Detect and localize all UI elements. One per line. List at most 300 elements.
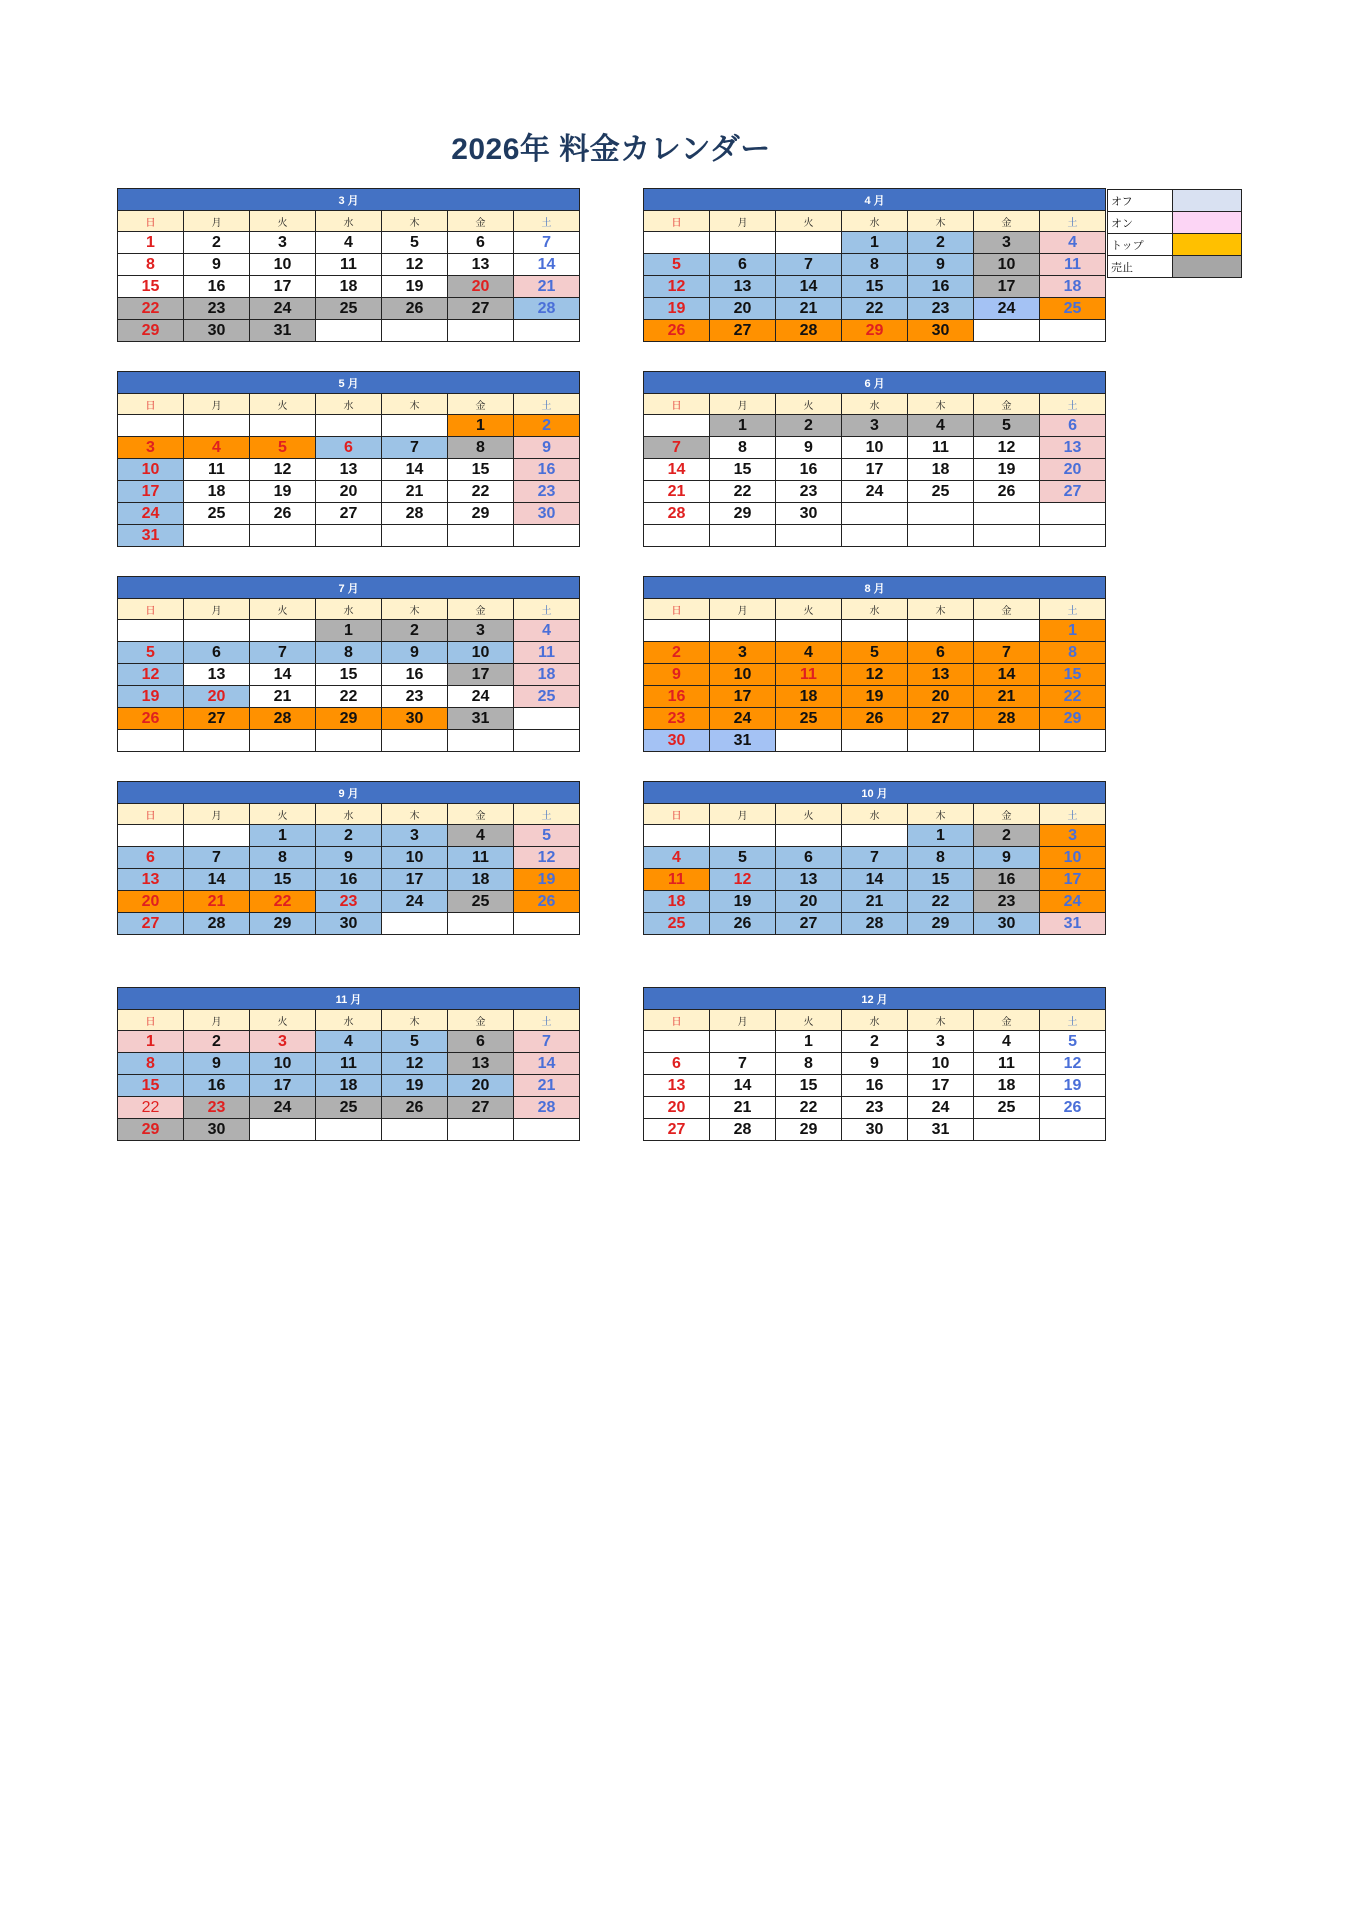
- day-cell[interactable]: 16: [382, 664, 448, 686]
- day-cell[interactable]: 16: [908, 276, 974, 298]
- day-cell[interactable]: 3: [448, 620, 514, 642]
- day-cell[interactable]: 4: [316, 1031, 382, 1053]
- day-cell[interactable]: 20: [776, 891, 842, 913]
- day-cell[interactable]: 3: [250, 1031, 316, 1053]
- day-cell[interactable]: 31: [250, 320, 316, 342]
- day-cell[interactable]: 9: [184, 1053, 250, 1075]
- day-cell[interactable]: 12: [974, 437, 1040, 459]
- day-cell[interactable]: 2: [316, 825, 382, 847]
- day-cell[interactable]: 27: [776, 913, 842, 935]
- day-cell[interactable]: 27: [184, 708, 250, 730]
- day-cell[interactable]: 24: [382, 891, 448, 913]
- day-cell[interactable]: 4: [908, 415, 974, 437]
- day-cell[interactable]: 12: [842, 664, 908, 686]
- day-cell[interactable]: 18: [776, 686, 842, 708]
- day-cell[interactable]: 16: [514, 459, 580, 481]
- day-cell[interactable]: 15: [250, 869, 316, 891]
- day-cell[interactable]: 3: [1040, 825, 1106, 847]
- day-cell[interactable]: 1: [118, 1031, 184, 1053]
- day-cell[interactable]: 13: [644, 1075, 710, 1097]
- day-cell[interactable]: 15: [710, 459, 776, 481]
- day-cell[interactable]: 2: [842, 1031, 908, 1053]
- day-cell[interactable]: 11: [908, 437, 974, 459]
- day-cell[interactable]: 15: [908, 869, 974, 891]
- day-cell[interactable]: 9: [974, 847, 1040, 869]
- day-cell[interactable]: 25: [1040, 298, 1106, 320]
- day-cell[interactable]: 12: [1040, 1053, 1106, 1075]
- day-cell[interactable]: 16: [974, 869, 1040, 891]
- day-cell[interactable]: 26: [974, 481, 1040, 503]
- day-cell[interactable]: 23: [316, 891, 382, 913]
- day-cell[interactable]: 26: [118, 708, 184, 730]
- day-cell[interactable]: 10: [1040, 847, 1106, 869]
- day-cell[interactable]: 20: [184, 686, 250, 708]
- day-cell[interactable]: 11: [514, 642, 580, 664]
- day-cell[interactable]: 21: [776, 298, 842, 320]
- day-cell[interactable]: 30: [184, 1119, 250, 1141]
- day-cell[interactable]: 1: [1040, 620, 1106, 642]
- day-cell[interactable]: 28: [514, 1097, 580, 1119]
- day-cell[interactable]: 30: [974, 913, 1040, 935]
- day-cell[interactable]: 22: [710, 481, 776, 503]
- day-cell[interactable]: 3: [974, 232, 1040, 254]
- day-cell[interactable]: 23: [184, 298, 250, 320]
- day-cell[interactable]: 5: [710, 847, 776, 869]
- day-cell[interactable]: 18: [184, 481, 250, 503]
- day-cell[interactable]: 10: [250, 1053, 316, 1075]
- day-cell[interactable]: 25: [316, 1097, 382, 1119]
- day-cell[interactable]: 27: [710, 320, 776, 342]
- day-cell[interactable]: 1: [710, 415, 776, 437]
- day-cell[interactable]: 29: [448, 503, 514, 525]
- day-cell[interactable]: 24: [974, 298, 1040, 320]
- day-cell[interactable]: 30: [316, 913, 382, 935]
- day-cell[interactable]: 31: [118, 525, 184, 547]
- day-cell[interactable]: 9: [184, 254, 250, 276]
- day-cell[interactable]: 5: [842, 642, 908, 664]
- day-cell[interactable]: 4: [776, 642, 842, 664]
- day-cell[interactable]: 10: [710, 664, 776, 686]
- day-cell[interactable]: 8: [710, 437, 776, 459]
- day-cell[interactable]: 5: [118, 642, 184, 664]
- day-cell[interactable]: 28: [842, 913, 908, 935]
- day-cell[interactable]: 14: [974, 664, 1040, 686]
- day-cell[interactable]: 10: [842, 437, 908, 459]
- day-cell[interactable]: 11: [316, 1053, 382, 1075]
- day-cell[interactable]: 8: [250, 847, 316, 869]
- day-cell[interactable]: 11: [1040, 254, 1106, 276]
- day-cell[interactable]: 3: [382, 825, 448, 847]
- day-cell[interactable]: 19: [118, 686, 184, 708]
- day-cell[interactable]: 26: [514, 891, 580, 913]
- day-cell[interactable]: 13: [1040, 437, 1106, 459]
- day-cell[interactable]: 10: [382, 847, 448, 869]
- day-cell[interactable]: 5: [644, 254, 710, 276]
- day-cell[interactable]: 21: [842, 891, 908, 913]
- day-cell[interactable]: 22: [118, 298, 184, 320]
- day-cell[interactable]: 18: [316, 1075, 382, 1097]
- day-cell[interactable]: 12: [382, 254, 448, 276]
- day-cell[interactable]: 28: [974, 708, 1040, 730]
- day-cell[interactable]: 2: [644, 642, 710, 664]
- day-cell[interactable]: 19: [382, 1075, 448, 1097]
- day-cell[interactable]: 26: [1040, 1097, 1106, 1119]
- day-cell[interactable]: 27: [908, 708, 974, 730]
- day-cell[interactable]: 12: [710, 869, 776, 891]
- day-cell[interactable]: 23: [842, 1097, 908, 1119]
- day-cell[interactable]: 5: [250, 437, 316, 459]
- day-cell[interactable]: 7: [514, 232, 580, 254]
- day-cell[interactable]: 6: [118, 847, 184, 869]
- day-cell[interactable]: 17: [974, 276, 1040, 298]
- day-cell[interactable]: 19: [644, 298, 710, 320]
- day-cell[interactable]: 24: [448, 686, 514, 708]
- day-cell[interactable]: 20: [448, 1075, 514, 1097]
- day-cell[interactable]: 10: [118, 459, 184, 481]
- day-cell[interactable]: 8: [908, 847, 974, 869]
- day-cell[interactable]: 7: [184, 847, 250, 869]
- day-cell[interactable]: 2: [974, 825, 1040, 847]
- day-cell[interactable]: 21: [514, 1075, 580, 1097]
- day-cell[interactable]: 1: [118, 232, 184, 254]
- day-cell[interactable]: 15: [118, 1075, 184, 1097]
- day-cell[interactable]: 1: [316, 620, 382, 642]
- day-cell[interactable]: 2: [776, 415, 842, 437]
- day-cell[interactable]: 6: [644, 1053, 710, 1075]
- day-cell[interactable]: 7: [974, 642, 1040, 664]
- day-cell[interactable]: 6: [776, 847, 842, 869]
- day-cell[interactable]: 15: [316, 664, 382, 686]
- day-cell[interactable]: 16: [184, 276, 250, 298]
- day-cell[interactable]: 12: [382, 1053, 448, 1075]
- day-cell[interactable]: 21: [382, 481, 448, 503]
- day-cell[interactable]: 13: [316, 459, 382, 481]
- day-cell[interactable]: 17: [118, 481, 184, 503]
- day-cell[interactable]: 31: [710, 730, 776, 752]
- day-cell[interactable]: 20: [316, 481, 382, 503]
- day-cell[interactable]: 8: [448, 437, 514, 459]
- day-cell[interactable]: 24: [710, 708, 776, 730]
- day-cell[interactable]: 7: [514, 1031, 580, 1053]
- day-cell[interactable]: 14: [184, 869, 250, 891]
- day-cell[interactable]: 13: [184, 664, 250, 686]
- day-cell[interactable]: 7: [644, 437, 710, 459]
- day-cell[interactable]: 13: [448, 1053, 514, 1075]
- day-cell[interactable]: 26: [842, 708, 908, 730]
- day-cell[interactable]: 19: [710, 891, 776, 913]
- day-cell[interactable]: 5: [1040, 1031, 1106, 1053]
- day-cell[interactable]: 15: [776, 1075, 842, 1097]
- day-cell[interactable]: 18: [448, 869, 514, 891]
- day-cell[interactable]: 13: [776, 869, 842, 891]
- day-cell[interactable]: 11: [644, 869, 710, 891]
- day-cell[interactable]: 16: [776, 459, 842, 481]
- day-cell[interactable]: 25: [514, 686, 580, 708]
- day-cell[interactable]: 30: [908, 320, 974, 342]
- day-cell[interactable]: 28: [250, 708, 316, 730]
- day-cell[interactable]: 17: [250, 276, 316, 298]
- day-cell[interactable]: 26: [710, 913, 776, 935]
- day-cell[interactable]: 28: [776, 320, 842, 342]
- day-cell[interactable]: 8: [842, 254, 908, 276]
- day-cell[interactable]: 16: [184, 1075, 250, 1097]
- day-cell[interactable]: 26: [644, 320, 710, 342]
- day-cell[interactable]: 4: [644, 847, 710, 869]
- day-cell[interactable]: 4: [316, 232, 382, 254]
- day-cell[interactable]: 12: [250, 459, 316, 481]
- day-cell[interactable]: 15: [842, 276, 908, 298]
- day-cell[interactable]: 26: [382, 1097, 448, 1119]
- day-cell[interactable]: 4: [514, 620, 580, 642]
- day-cell[interactable]: 18: [974, 1075, 1040, 1097]
- day-cell[interactable]: 22: [1040, 686, 1106, 708]
- day-cell[interactable]: 2: [184, 232, 250, 254]
- day-cell[interactable]: 5: [514, 825, 580, 847]
- day-cell[interactable]: 1: [776, 1031, 842, 1053]
- day-cell[interactable]: 29: [710, 503, 776, 525]
- day-cell[interactable]: 10: [250, 254, 316, 276]
- day-cell[interactable]: 19: [250, 481, 316, 503]
- day-cell[interactable]: 23: [644, 708, 710, 730]
- day-cell[interactable]: 29: [118, 320, 184, 342]
- day-cell[interactable]: 9: [644, 664, 710, 686]
- day-cell[interactable]: 6: [448, 1031, 514, 1053]
- day-cell[interactable]: 14: [514, 1053, 580, 1075]
- day-cell[interactable]: 21: [184, 891, 250, 913]
- day-cell[interactable]: 21: [974, 686, 1040, 708]
- day-cell[interactable]: 9: [842, 1053, 908, 1075]
- day-cell[interactable]: 13: [908, 664, 974, 686]
- day-cell[interactable]: 3: [842, 415, 908, 437]
- day-cell[interactable]: 29: [908, 913, 974, 935]
- day-cell[interactable]: 9: [514, 437, 580, 459]
- day-cell[interactable]: 25: [776, 708, 842, 730]
- day-cell[interactable]: 20: [448, 276, 514, 298]
- day-cell[interactable]: 20: [908, 686, 974, 708]
- day-cell[interactable]: 25: [184, 503, 250, 525]
- day-cell[interactable]: 15: [448, 459, 514, 481]
- day-cell[interactable]: 26: [250, 503, 316, 525]
- day-cell[interactable]: 18: [514, 664, 580, 686]
- day-cell[interactable]: 10: [974, 254, 1040, 276]
- day-cell[interactable]: 28: [514, 298, 580, 320]
- day-cell[interactable]: 6: [1040, 415, 1106, 437]
- day-cell[interactable]: 14: [250, 664, 316, 686]
- day-cell[interactable]: 30: [842, 1119, 908, 1141]
- day-cell[interactable]: 17: [842, 459, 908, 481]
- day-cell[interactable]: 10: [908, 1053, 974, 1075]
- day-cell[interactable]: 19: [514, 869, 580, 891]
- day-cell[interactable]: 20: [710, 298, 776, 320]
- day-cell[interactable]: 29: [776, 1119, 842, 1141]
- day-cell[interactable]: 26: [382, 298, 448, 320]
- day-cell[interactable]: 21: [644, 481, 710, 503]
- day-cell[interactable]: 10: [448, 642, 514, 664]
- day-cell[interactable]: 8: [118, 254, 184, 276]
- day-cell[interactable]: 14: [382, 459, 448, 481]
- day-cell[interactable]: 1: [448, 415, 514, 437]
- day-cell[interactable]: 18: [644, 891, 710, 913]
- day-cell[interactable]: 22: [316, 686, 382, 708]
- day-cell[interactable]: 25: [316, 298, 382, 320]
- day-cell[interactable]: 15: [118, 276, 184, 298]
- day-cell[interactable]: 16: [644, 686, 710, 708]
- day-cell[interactable]: 23: [908, 298, 974, 320]
- day-cell[interactable]: 7: [710, 1053, 776, 1075]
- day-cell[interactable]: 8: [118, 1053, 184, 1075]
- day-cell[interactable]: 24: [908, 1097, 974, 1119]
- day-cell[interactable]: 12: [118, 664, 184, 686]
- day-cell[interactable]: 30: [644, 730, 710, 752]
- day-cell[interactable]: 27: [644, 1119, 710, 1141]
- day-cell[interactable]: 14: [842, 869, 908, 891]
- day-cell[interactable]: 27: [448, 298, 514, 320]
- day-cell[interactable]: 21: [514, 276, 580, 298]
- day-cell[interactable]: 24: [118, 503, 184, 525]
- day-cell[interactable]: 6: [448, 232, 514, 254]
- day-cell[interactable]: 4: [448, 825, 514, 847]
- day-cell[interactable]: 31: [1040, 913, 1106, 935]
- day-cell[interactable]: 18: [908, 459, 974, 481]
- day-cell[interactable]: 14: [710, 1075, 776, 1097]
- day-cell[interactable]: 19: [842, 686, 908, 708]
- day-cell[interactable]: 1: [908, 825, 974, 847]
- day-cell[interactable]: 2: [908, 232, 974, 254]
- day-cell[interactable]: 2: [514, 415, 580, 437]
- day-cell[interactable]: 27: [316, 503, 382, 525]
- day-cell[interactable]: 19: [382, 276, 448, 298]
- day-cell[interactable]: 28: [644, 503, 710, 525]
- day-cell[interactable]: 30: [776, 503, 842, 525]
- day-cell[interactable]: 24: [250, 298, 316, 320]
- day-cell[interactable]: 17: [448, 664, 514, 686]
- day-cell[interactable]: 22: [250, 891, 316, 913]
- day-cell[interactable]: 27: [1040, 481, 1106, 503]
- day-cell[interactable]: 7: [776, 254, 842, 276]
- day-cell[interactable]: 25: [908, 481, 974, 503]
- day-cell[interactable]: 5: [382, 232, 448, 254]
- day-cell[interactable]: 22: [842, 298, 908, 320]
- day-cell[interactable]: 25: [448, 891, 514, 913]
- day-cell[interactable]: 11: [776, 664, 842, 686]
- day-cell[interactable]: 24: [1040, 891, 1106, 913]
- day-cell[interactable]: 28: [382, 503, 448, 525]
- day-cell[interactable]: 15: [1040, 664, 1106, 686]
- day-cell[interactable]: 13: [710, 276, 776, 298]
- day-cell[interactable]: 28: [710, 1119, 776, 1141]
- day-cell[interactable]: 24: [250, 1097, 316, 1119]
- day-cell[interactable]: 13: [118, 869, 184, 891]
- day-cell[interactable]: 6: [184, 642, 250, 664]
- day-cell[interactable]: 3: [710, 642, 776, 664]
- day-cell[interactable]: 23: [776, 481, 842, 503]
- day-cell[interactable]: 22: [776, 1097, 842, 1119]
- day-cell[interactable]: 5: [382, 1031, 448, 1053]
- day-cell[interactable]: 13: [448, 254, 514, 276]
- day-cell[interactable]: 29: [842, 320, 908, 342]
- day-cell[interactable]: 11: [184, 459, 250, 481]
- day-cell[interactable]: 11: [316, 254, 382, 276]
- day-cell[interactable]: 9: [776, 437, 842, 459]
- day-cell[interactable]: 22: [908, 891, 974, 913]
- day-cell[interactable]: 31: [448, 708, 514, 730]
- day-cell[interactable]: 30: [382, 708, 448, 730]
- day-cell[interactable]: 30: [514, 503, 580, 525]
- day-cell[interactable]: 2: [184, 1031, 250, 1053]
- day-cell[interactable]: 9: [316, 847, 382, 869]
- day-cell[interactable]: 20: [1040, 459, 1106, 481]
- day-cell[interactable]: 24: [842, 481, 908, 503]
- day-cell[interactable]: 29: [316, 708, 382, 730]
- day-cell[interactable]: 23: [184, 1097, 250, 1119]
- day-cell[interactable]: 3: [908, 1031, 974, 1053]
- day-cell[interactable]: 18: [316, 276, 382, 298]
- day-cell[interactable]: 25: [974, 1097, 1040, 1119]
- day-cell[interactable]: 6: [316, 437, 382, 459]
- day-cell[interactable]: 14: [776, 276, 842, 298]
- day-cell[interactable]: 14: [644, 459, 710, 481]
- day-cell[interactable]: 6: [710, 254, 776, 276]
- day-cell[interactable]: 25: [644, 913, 710, 935]
- day-cell[interactable]: 7: [382, 437, 448, 459]
- day-cell[interactable]: 9: [382, 642, 448, 664]
- day-cell[interactable]: 8: [1040, 642, 1106, 664]
- day-cell[interactable]: 27: [448, 1097, 514, 1119]
- day-cell[interactable]: 23: [382, 686, 448, 708]
- day-cell[interactable]: 17: [908, 1075, 974, 1097]
- day-cell[interactable]: 29: [1040, 708, 1106, 730]
- day-cell[interactable]: 22: [118, 1097, 184, 1119]
- day-cell[interactable]: 31: [908, 1119, 974, 1141]
- day-cell[interactable]: 17: [250, 1075, 316, 1097]
- day-cell[interactable]: 11: [448, 847, 514, 869]
- day-cell[interactable]: 2: [382, 620, 448, 642]
- day-cell[interactable]: 14: [514, 254, 580, 276]
- day-cell[interactable]: 23: [974, 891, 1040, 913]
- day-cell[interactable]: 29: [118, 1119, 184, 1141]
- day-cell[interactable]: 4: [184, 437, 250, 459]
- day-cell[interactable]: 17: [1040, 869, 1106, 891]
- day-cell[interactable]: 16: [316, 869, 382, 891]
- day-cell[interactable]: 21: [250, 686, 316, 708]
- day-cell[interactable]: 20: [644, 1097, 710, 1119]
- day-cell[interactable]: 4: [1040, 232, 1106, 254]
- day-cell[interactable]: 20: [118, 891, 184, 913]
- day-cell[interactable]: 7: [842, 847, 908, 869]
- day-cell[interactable]: 7: [250, 642, 316, 664]
- day-cell[interactable]: 8: [316, 642, 382, 664]
- day-cell[interactable]: 5: [974, 415, 1040, 437]
- day-cell[interactable]: 8: [776, 1053, 842, 1075]
- day-cell[interactable]: 21: [710, 1097, 776, 1119]
- day-cell[interactable]: 17: [710, 686, 776, 708]
- day-cell[interactable]: 1: [250, 825, 316, 847]
- day-cell[interactable]: 1: [842, 232, 908, 254]
- day-cell[interactable]: 29: [250, 913, 316, 935]
- day-cell[interactable]: 17: [382, 869, 448, 891]
- day-cell[interactable]: 4: [974, 1031, 1040, 1053]
- day-cell[interactable]: 3: [250, 232, 316, 254]
- day-cell[interactable]: 19: [1040, 1075, 1106, 1097]
- day-cell[interactable]: 28: [184, 913, 250, 935]
- day-cell[interactable]: 16: [842, 1075, 908, 1097]
- day-cell[interactable]: 27: [118, 913, 184, 935]
- day-cell[interactable]: 12: [644, 276, 710, 298]
- day-cell[interactable]: 6: [908, 642, 974, 664]
- day-cell[interactable]: 9: [908, 254, 974, 276]
- day-cell[interactable]: 22: [448, 481, 514, 503]
- day-cell[interactable]: 3: [118, 437, 184, 459]
